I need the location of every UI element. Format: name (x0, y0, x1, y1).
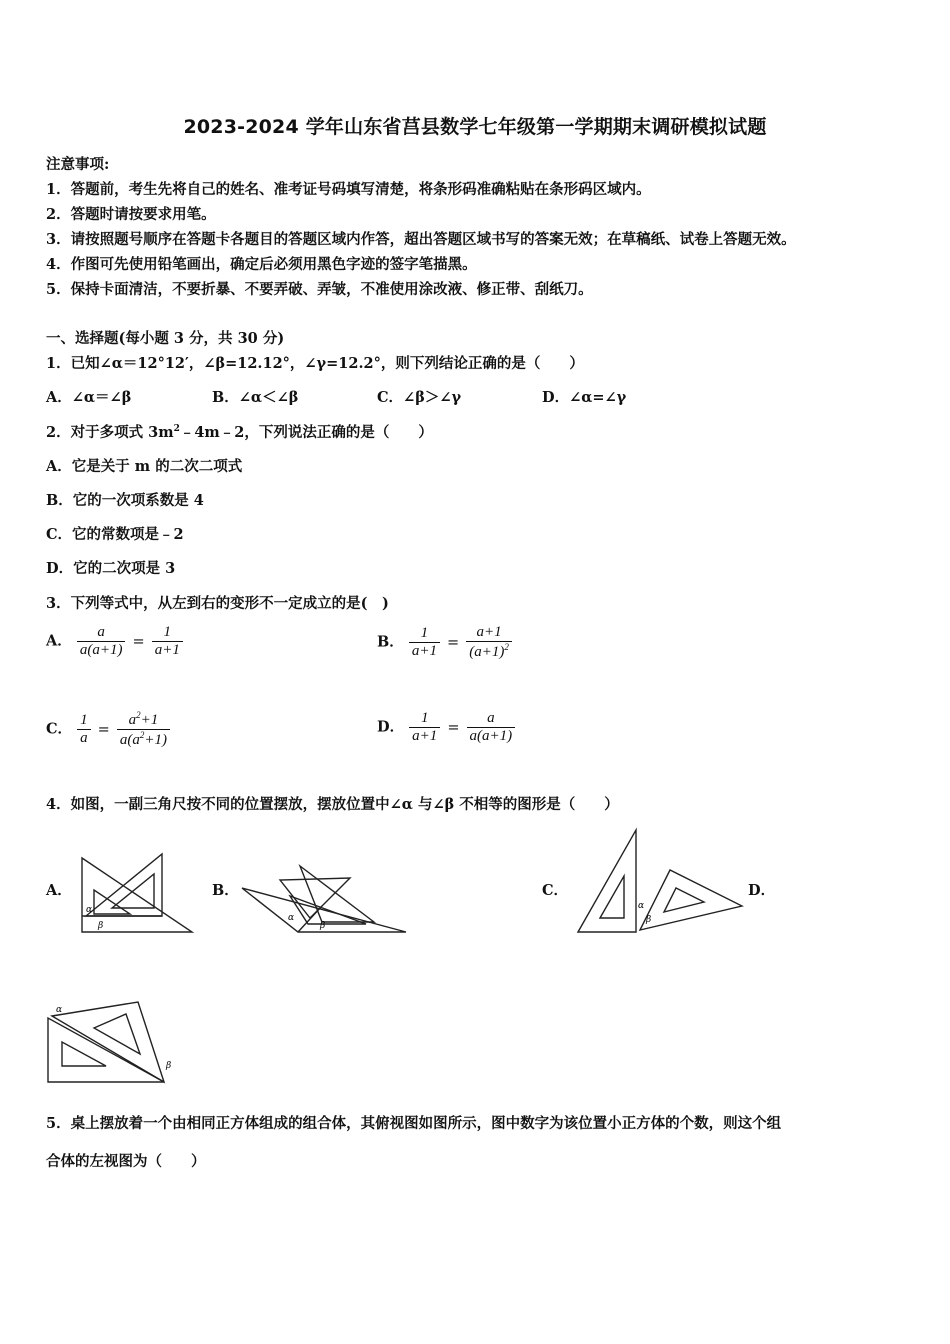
numerator: 1 (409, 710, 440, 728)
option-label: B． (377, 633, 404, 651)
q3-option-a (46, 624, 183, 659)
fraction (77, 624, 126, 659)
question-2-stem (46, 421, 433, 442)
alpha-label: α (56, 1005, 63, 1015)
equals-sign: = (132, 633, 145, 650)
denominator: a (80, 730, 88, 746)
numerator: a (467, 710, 516, 728)
q4-label-a: A． (46, 882, 72, 899)
beta-label: β (320, 921, 326, 931)
note-item: 4．作图可先使用铅笔画出，确定后必须用黑色字迹的签字笔描黑。 (46, 256, 477, 273)
question-4-stem: 4．如图，一副三角尺按不同的位置摆放，摆放位置中∠α 与∠β 不相等的图形是（ ） (46, 796, 619, 813)
question-3-stem: 3．下列等式中，从左到右的变形不一定成立的是( ) (46, 595, 389, 612)
triangle-rulers-figure-a (76, 850, 196, 936)
numerator: a (77, 624, 126, 642)
note-item: 1．答题前，考生先将自己的姓名、准考证号码填写清楚，将条形码准确粘贴在条形码区域内。 (46, 181, 651, 198)
fraction (466, 624, 512, 661)
q1-option-c: C．∠β＞∠γ (377, 389, 462, 406)
q4-label-c: C． (542, 882, 569, 899)
notes-heading: 注意事项: (46, 156, 110, 173)
denominator: a(a+1) (469, 728, 513, 744)
q4-label-b: B． (212, 882, 239, 899)
numerator: 1 (77, 712, 91, 730)
alpha-label: α (86, 905, 93, 915)
denominator (466, 642, 512, 661)
numerator-base: a (128, 712, 137, 728)
beta-label: β (646, 915, 652, 925)
numerator: a+1 (466, 624, 512, 642)
equals-sign: = (97, 721, 110, 738)
question-1-stem: 1．已知∠α＝12°12′，∠β=12.12°，∠γ=12.2°，则下列结论正确的是（ ） (46, 355, 584, 372)
numerator (117, 710, 170, 730)
q2-option-d: D．它的二次项是 3 (46, 560, 176, 577)
denominator: a+1 (412, 728, 438, 744)
alpha-label: α (288, 913, 295, 923)
triangle-rulers-figure-b (238, 862, 410, 938)
denominator-base: a(a (119, 732, 140, 748)
note-item: 5．保持卡面清洁，不要折暴、不要弄破、弄皱，不准使用涂改液、修正带、刮纸刀。 (46, 281, 593, 298)
note-item: 2．答题时请按要求用笔。 (46, 206, 216, 223)
q4-label-d: D． (748, 882, 776, 899)
triangle-rulers-figure-c (574, 826, 744, 938)
beta-label: β (98, 921, 104, 931)
question-5-stem-line1: 5．桌上摆放着一个由相同正方体组成的组合体，其俯视图如图所示，图中数字为该位置小正方体的个数，则这个组 (46, 1115, 782, 1132)
q2-stem-part: ﹣4m﹣2，下列说法正确的是（ ） (179, 424, 433, 441)
denominator: a(a+1) (79, 642, 123, 658)
fraction (409, 710, 440, 745)
option-label: A． (46, 632, 72, 650)
q1-option-b: B．∠α＜∠β (212, 389, 299, 406)
q1-option-a: A．∠α＝∠β (46, 389, 132, 406)
question-5-stem-line2: 合体的左视图为（ ） (46, 1153, 206, 1170)
denominator (117, 730, 170, 749)
equals-sign: = (447, 719, 460, 736)
q2-option-b: B．它的一次项系数是 4 (46, 492, 204, 509)
fraction (467, 710, 516, 745)
q4-figure-a (76, 850, 196, 936)
exponent: 2 (504, 642, 509, 652)
q4-figure-c (574, 826, 744, 938)
fraction (152, 624, 183, 659)
q4-figure-d (44, 996, 180, 1088)
note-item: 3．请按照题号顺序在答题卡各题目的答题区域内作答，超出答题区域书写的答案无效；在草稿纸、试卷上答题无效。 (46, 231, 796, 248)
page-title: 2023-2024 学年山东省莒县数学七年级第一学期期末调研模拟试题 (183, 116, 767, 138)
q3-option-b (377, 624, 512, 661)
option-label: C． (46, 720, 73, 738)
q3-option-d (377, 710, 515, 745)
fraction (409, 625, 440, 660)
q2-stem-exponent: 2 (173, 424, 180, 435)
fraction (77, 712, 91, 747)
numerator: 1 (152, 624, 183, 642)
q2-option-c: C．它的常数项是﹣2 (46, 526, 184, 543)
numerator: 1 (409, 625, 440, 643)
numerator-tail: +1 (140, 712, 159, 728)
q3-option-c (46, 710, 170, 749)
denominator-tail: +1) (144, 732, 168, 748)
section-heading: 一、选择题(每小题 3 分，共 30 分) (46, 330, 285, 347)
exponent: 2 (139, 730, 145, 740)
exponent: 2 (136, 710, 141, 720)
q2-stem-part: 2．对于多项式 3m (46, 424, 174, 441)
fraction (117, 710, 170, 749)
equals-sign: = (447, 634, 460, 651)
option-label: D． (377, 718, 405, 736)
q1-option-d: D．∠α=∠γ (542, 389, 627, 406)
q4-figure-b (238, 862, 410, 938)
triangle-rulers-figure-d (44, 996, 180, 1088)
alpha-label: α (638, 901, 645, 911)
denominator: a+1 (411, 643, 437, 659)
denominator: a+1 (154, 642, 180, 658)
beta-label: β (166, 1061, 172, 1071)
denominator-base: (a+1) (469, 644, 505, 660)
q2-option-a: A．它是关于 m 的二次二项式 (46, 458, 243, 475)
